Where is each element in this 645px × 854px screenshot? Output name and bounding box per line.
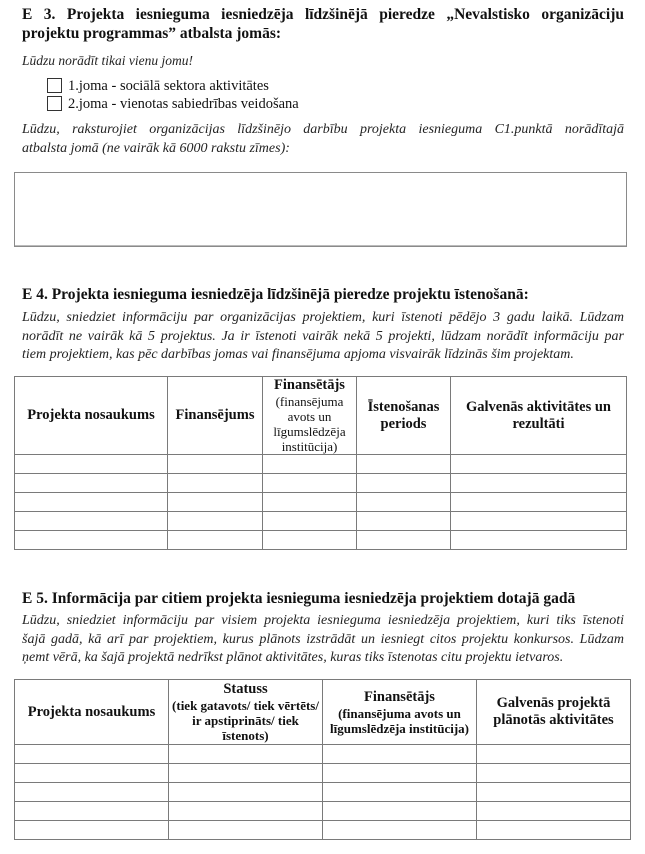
e4-desc-line1: Lūdzu, sniedziet informāciju par organizācijas projektiem, kuri īstenoti pēdējo 3 gadu laikā. Lūdzam [22,310,624,325]
table-cell[interactable] [263,455,357,474]
e3-title-line1: E 3. Projekta iesnieguma iesniedzēja līdzšinējā pieredze „Nevalstisko organizāciju [22,6,624,23]
e5-desc-line3: ņemt vērā, ka šajā projektā nedrīkst plānot aktivitātes, kuras tiks īstenotas citu projektu ietvaros. [22,650,564,665]
table-cell[interactable] [169,821,323,840]
table-cell[interactable] [263,512,357,531]
table-cell[interactable] [15,512,168,531]
table-cell[interactable] [357,531,451,550]
table-cell[interactable] [357,474,451,493]
table-row [15,493,627,512]
table-cell[interactable] [451,493,627,512]
e3-title-line2: projektu programmas” atbalsta jomās: [22,25,282,42]
table-row [15,821,631,840]
e4-desc-line2: norādīt ne vairāk kā 5 projektus. Ja ir īstenoti vairāk nekā 5 projekti, lūdzam norādīt informāciju par [22,329,624,344]
option-1-label: 1.joma - sociālā sektora aktivitātes [68,78,269,94]
table-cell[interactable] [15,455,168,474]
table-row [15,783,631,802]
table-cell[interactable] [15,474,168,493]
e5-projects-table [14,679,631,840]
table-row [15,512,627,531]
e3-answer-textbox[interactable] [14,172,627,247]
e3-instruction: Lūdzu norādīt tikai vienu jomu! [22,53,193,68]
e5-col-title: Statuss [223,681,268,697]
table-cell[interactable] [451,474,627,493]
table-cell[interactable] [477,802,631,821]
e4-col-header [451,377,627,455]
table-cell[interactable] [451,531,627,550]
e5-desc-line2: šajā gadā, kā arī par projektiem, kurus plānots izstrādāt un iesniegt citos projektu konkursos. Lūdzam [22,632,624,647]
e5-title: E 5. Informācija par citiem projekta iesnieguma iesniedzēja projektiem dotajā gadā [22,590,576,607]
checkbox-option-1[interactable] [47,78,62,93]
e4-col-title: Galvenās aktivitātes un rezultāti [465,398,611,432]
table-cell[interactable] [15,802,169,821]
e5-col-title: Galvenās projektā plānotās aktivitātes [493,695,614,728]
table-cell[interactable] [451,455,627,474]
table-row [15,531,627,550]
e5-desc-line1: Lūdzu, sniedziet informāciju par visiem projekta iesnieguma iesniedzēja projektiem, kuri tiks īstenoti [22,613,624,628]
e3-prompt-line1: Lūdzu, raksturojiet organizācijas līdzšinējo darbību projekta iesnieguma C1.punktā norādītajā [22,122,624,137]
e4-col-header [168,377,263,455]
table-cell[interactable] [15,764,169,783]
table-cell[interactable] [169,764,323,783]
e4-projects-table [14,376,627,550]
e4-col-header [357,377,451,455]
table-cell[interactable] [169,745,323,764]
e4-col-title: Īstenošanas periods [367,398,440,432]
table-cell[interactable] [357,455,451,474]
table-cell[interactable] [263,474,357,493]
table-cell[interactable] [477,745,631,764]
e5-header-row [15,680,631,745]
table-cell[interactable] [169,783,323,802]
table-cell[interactable] [168,474,263,493]
e3-prompt-line2: atbalsta jomā (ne vairāk kā 6000 rakstu zīmes): [22,141,290,156]
table-cell[interactable] [15,821,169,840]
table-cell[interactable] [323,783,477,802]
e4-desc-line3: tiem projektiem, kas pēc darbības jomas vai finansējuma apjoma visvairāk līdzinās šim projektam. [22,347,574,362]
table-cell[interactable] [477,821,631,840]
table-cell[interactable] [323,764,477,783]
table-cell[interactable] [168,493,263,512]
table-cell[interactable] [169,802,323,821]
table-cell[interactable] [15,783,169,802]
table-cell[interactable] [357,512,451,531]
table-cell[interactable] [477,783,631,802]
table-cell[interactable] [15,745,169,764]
e5-col-subtitle: (tiek gatavots/ tiek vērtēts/ ir apstiprināts/ tiek īstenots) [172,698,319,743]
table-row [15,764,631,783]
option-2-label: 2.joma - vienotas sabiedrības veidošana [68,96,299,112]
table-row [15,745,631,764]
e4-col-header [263,377,357,455]
table-cell[interactable] [263,531,357,550]
e4-header-row [15,377,627,455]
e5-col-subtitle: (finansējuma avots un līgumslēdzēja institūcija) [329,705,469,736]
table-cell[interactable] [477,764,631,783]
e5-col-header [169,680,323,745]
table-cell[interactable] [168,455,263,474]
table-cell[interactable] [357,493,451,512]
e5-col-header [15,680,169,745]
table-cell[interactable] [451,512,627,531]
table-cell[interactable] [323,821,477,840]
e4-col-subtitle: (finansējuma avots un līgumslēdzēja institūcija) [273,394,346,454]
e4-col-title: Projekta nosaukums [27,407,155,423]
table-cell[interactable] [323,745,477,764]
table-row [15,802,631,821]
table-row [15,474,627,493]
e4-col-title: Finansētājs [274,377,345,393]
table-cell[interactable] [323,802,477,821]
table-cell[interactable] [168,531,263,550]
e4-col-header [15,377,168,455]
e5-col-header [477,680,631,745]
e5-col-title: Projekta nosaukums [27,703,156,720]
table-cell[interactable] [15,493,168,512]
e4-col-title: Finansējums [175,407,255,423]
e5-col-header [323,680,477,745]
table-cell[interactable] [168,512,263,531]
e4-title: E 4. Projekta iesnieguma iesniedzēja līdzšinējā pieredze projektu īstenošanā: [22,286,529,303]
checkbox-option-2[interactable] [47,96,62,111]
table-row [15,455,627,474]
table-cell[interactable] [15,531,168,550]
e5-col-title: Finansētājs [364,688,435,705]
table-cell[interactable] [263,493,357,512]
